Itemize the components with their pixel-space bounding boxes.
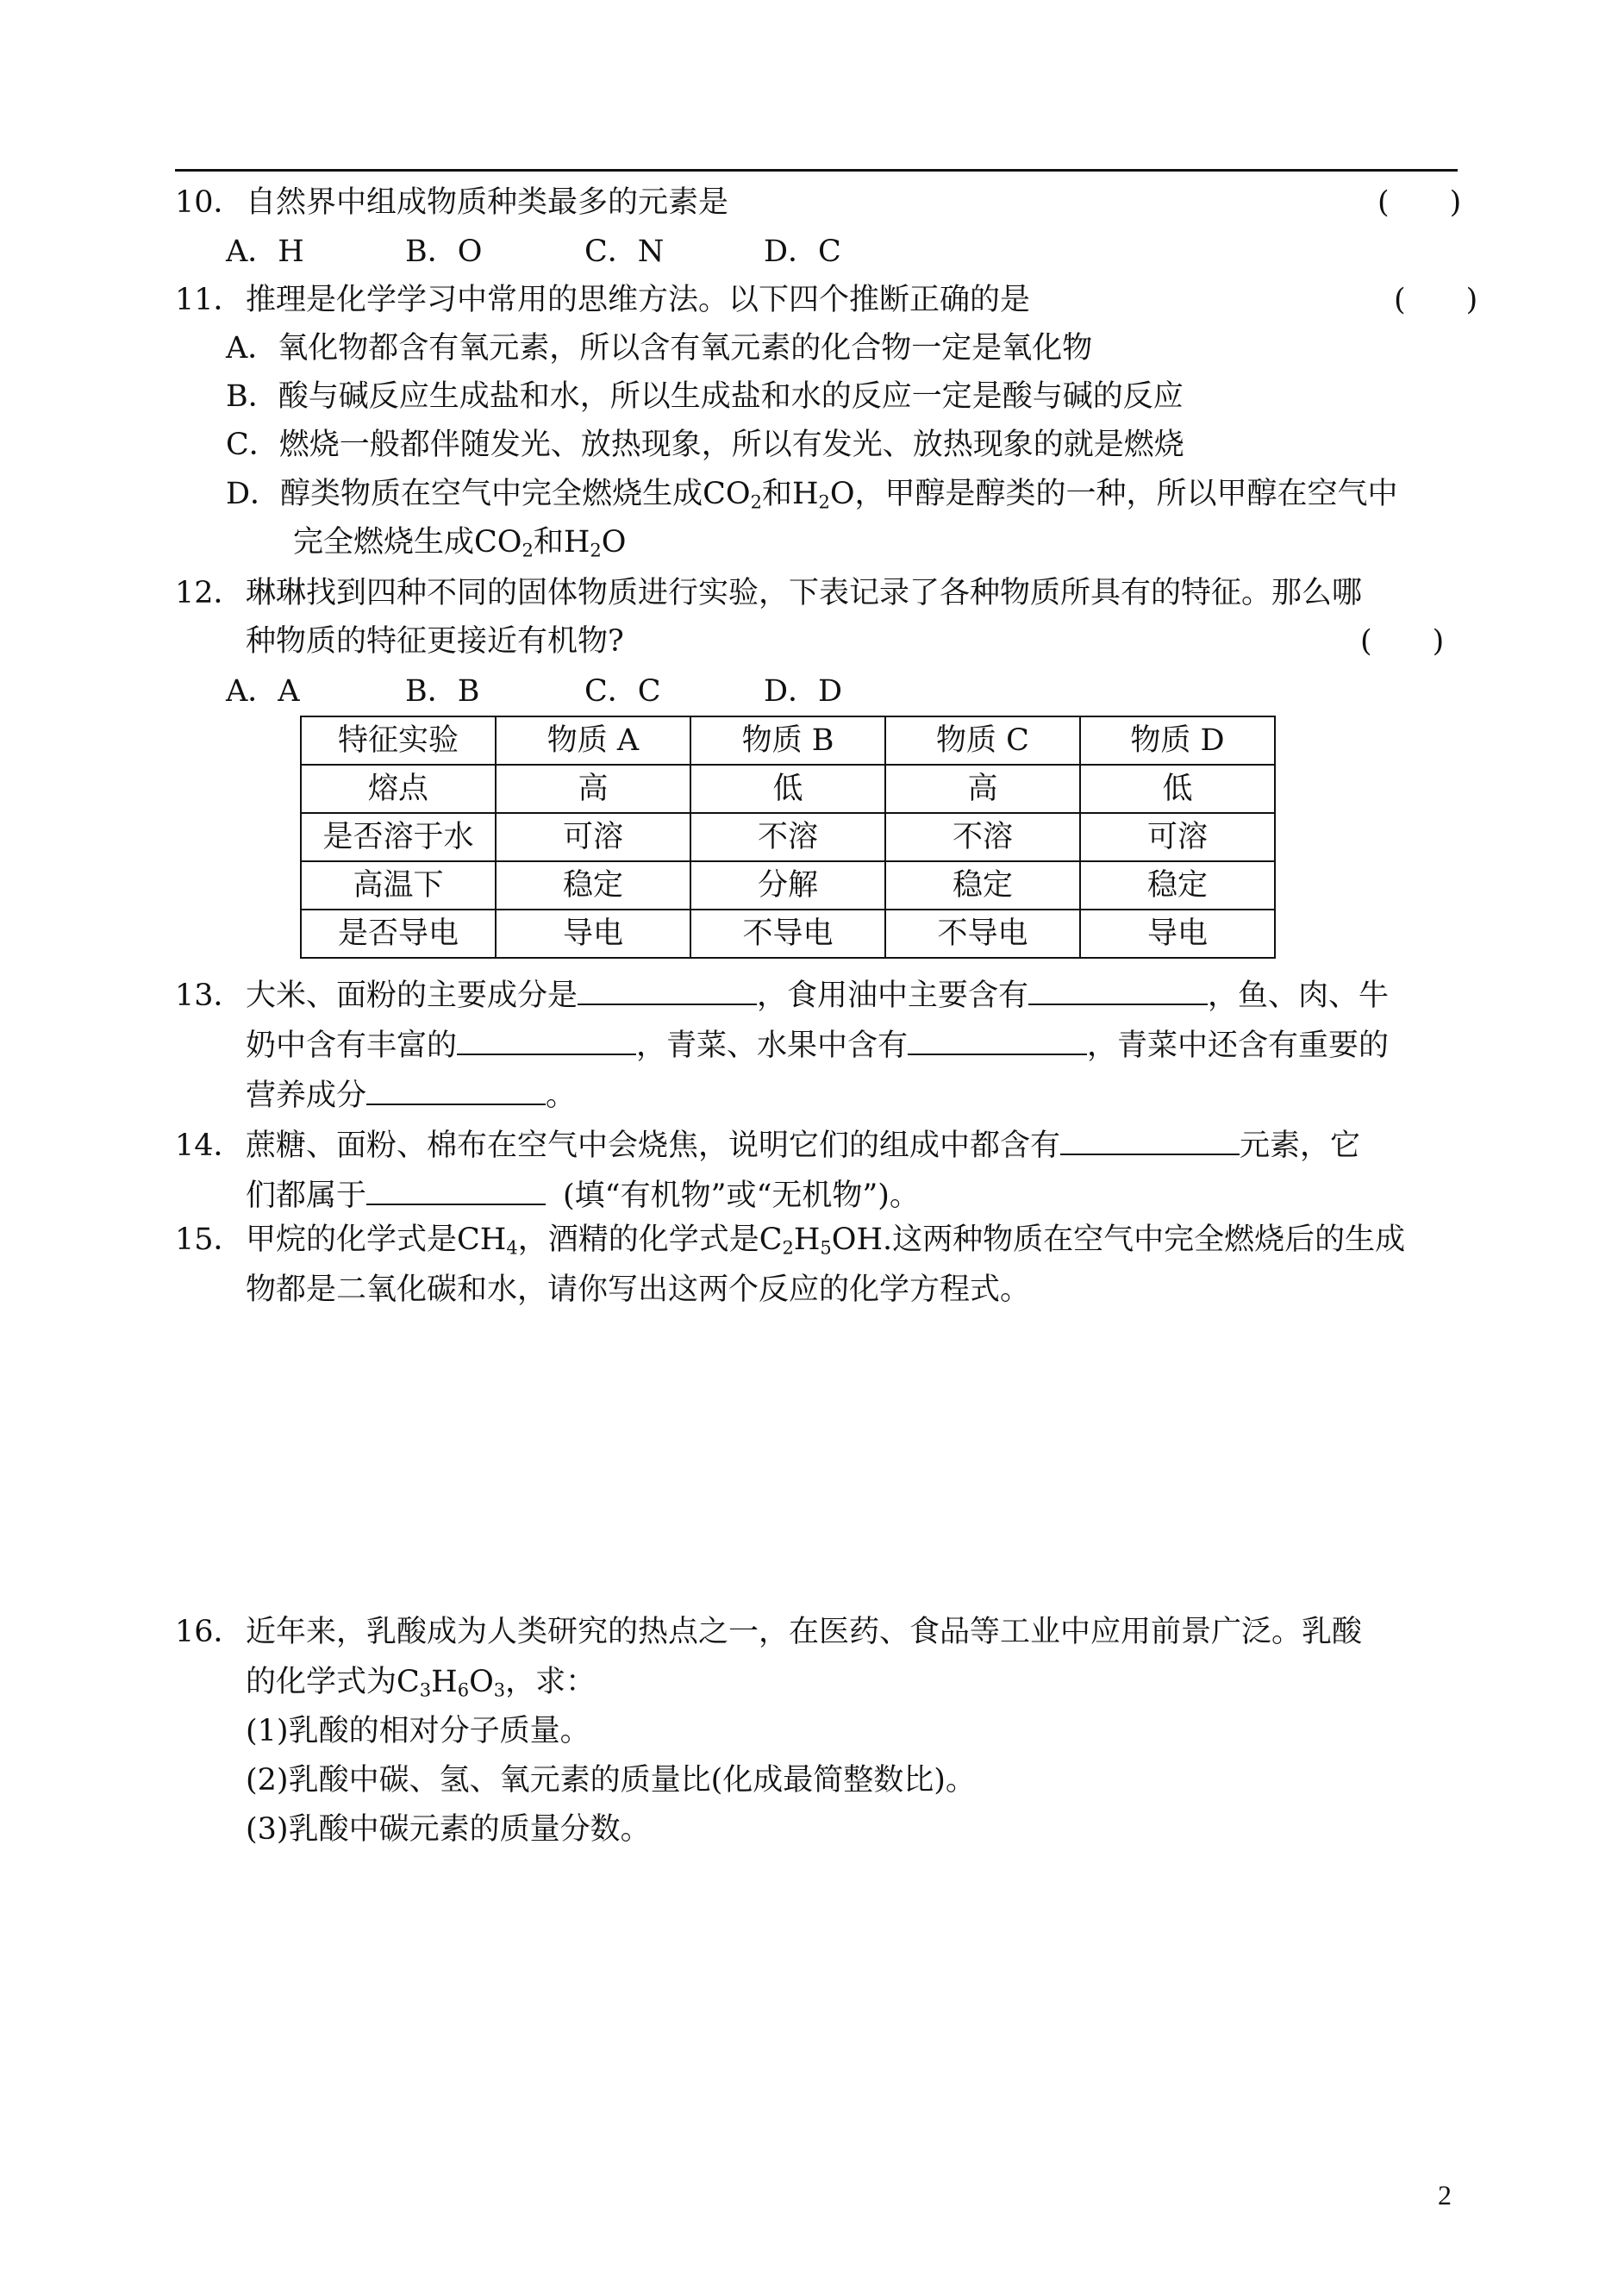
- q10-option-d: D．C: [764, 235, 841, 269]
- q11-option-d-text: 和: [533, 525, 564, 560]
- table-cell: 稳定: [496, 861, 690, 910]
- q11-option-d-text: D．醇类物质在空气中完全燃烧生成: [226, 477, 703, 511]
- table-cell: 高: [496, 765, 690, 813]
- q13-text: 奶中含有丰富的: [246, 1029, 458, 1063]
- q15-text: 甲烷的化学式是: [246, 1223, 458, 1257]
- q10-stem: [175, 184, 728, 222]
- q13-text: ，鱼、肉、牛: [1208, 979, 1390, 1013]
- formula-o: O: [469, 1665, 494, 1699]
- subscript: 6: [457, 1679, 470, 1701]
- q13-text: ，青菜中还含有重要的: [1087, 1029, 1390, 1063]
- answer-blank[interactable]: [1060, 1122, 1240, 1155]
- table-header-cell: 物质 C: [885, 716, 1080, 765]
- formula-h: H: [431, 1665, 458, 1699]
- q12-stem-line1: [175, 574, 1362, 612]
- q10-number: 10．: [175, 185, 244, 220]
- q14-number: 14．: [175, 1129, 244, 1163]
- q14-text: (填“有机物”或“无机物”)。: [563, 1179, 920, 1213]
- q12-option-c: C．C: [584, 674, 661, 709]
- table-cell: 导电: [496, 910, 690, 958]
- q14-text: 们都属于: [246, 1179, 367, 1213]
- q15-line1: [175, 1221, 1405, 1259]
- table-cell: 熔点: [301, 765, 496, 813]
- q12-option-b: B．B: [405, 674, 480, 709]
- q10-answer-paren: ( ): [1377, 185, 1462, 220]
- q14-line1: [175, 1122, 1360, 1165]
- table-row: [301, 910, 1275, 958]
- formula-c: C: [759, 1223, 783, 1257]
- formula-co: CO: [703, 477, 751, 511]
- answer-blank[interactable]: [366, 1173, 546, 1205]
- formula-h: H: [793, 1223, 821, 1257]
- table-row: [301, 765, 1275, 813]
- q16-part3: (3)乳酸中碳元素的质量分数。: [246, 1812, 651, 1847]
- q10-option-c: C．N: [584, 235, 665, 269]
- answer-blank[interactable]: [1028, 972, 1208, 1005]
- q12-options: [226, 672, 943, 710]
- q10-option-a: A．H: [226, 235, 304, 269]
- q13-line2: [246, 1022, 1389, 1065]
- q11-stem: [175, 281, 1030, 319]
- q11-option-d-text: 完全燃烧生成: [293, 525, 475, 560]
- q11-option-b: B．酸与碱反应生成盐和水，所以生成盐和水的反应一定是酸与碱的反应: [226, 379, 1184, 414]
- table-cell: 高温下: [301, 861, 496, 910]
- subscript: 4: [506, 1237, 518, 1259]
- q12-answer-paren: ( ): [1360, 624, 1445, 659]
- table-cell: 分解: [690, 861, 885, 910]
- q13-line1: [175, 972, 1389, 1015]
- q14-text: 蔗糖、面粉、棉布在空气中会烧焦，说明它们的组成中都含有: [246, 1129, 1061, 1163]
- table-cell: 是否溶于水: [301, 813, 496, 861]
- table-cell: 可溶: [496, 813, 690, 861]
- q12-stem-text: 琳琳找到四种不同的固体物质进行实验，下表记录了各种物质所具有的特征。那么哪: [246, 576, 1363, 610]
- q16-text: 的化学式为: [246, 1665, 397, 1699]
- subscript: 3: [419, 1679, 432, 1701]
- q13-text: 营养成分: [246, 1079, 367, 1113]
- q13-number: 13．: [175, 979, 244, 1013]
- table-header-row: [301, 716, 1275, 765]
- q11-option-d-line1: [226, 475, 1398, 513]
- table-row: [301, 861, 1275, 910]
- q14-text: 元素，它: [1240, 1129, 1361, 1163]
- table-cell: 高: [885, 765, 1080, 813]
- subscript: 5: [820, 1237, 832, 1259]
- table-cell: 不导电: [690, 910, 885, 958]
- table-cell: 不溶: [885, 813, 1080, 861]
- q16-line2: [246, 1663, 596, 1701]
- table-cell: 不导电: [885, 910, 1080, 958]
- table-cell: 不溶: [690, 813, 885, 861]
- q15-text: 这两种物质在空气中完全燃烧后的生成: [892, 1223, 1406, 1257]
- q11-option-d-text: 和: [761, 477, 792, 511]
- table-cell: 是否导电: [301, 910, 496, 958]
- subscript: 2: [522, 540, 534, 561]
- subscript: 2: [590, 540, 602, 561]
- q10-option-b: B．O: [405, 235, 483, 269]
- page-number: 2: [1438, 2179, 1452, 2211]
- q15-number: 15．: [175, 1223, 244, 1257]
- q11-answer-paren: ( ): [1394, 283, 1478, 317]
- subscript: 2: [750, 491, 762, 513]
- table-cell: 可溶: [1080, 813, 1275, 861]
- formula-co: CO: [474, 525, 522, 560]
- subscript: 2: [818, 491, 830, 513]
- table-header-cell: 特征实验: [301, 716, 496, 765]
- q11-number: 11．: [175, 283, 244, 317]
- q11-option-d-line2: [293, 523, 627, 561]
- q13-text: 大米、面粉的主要成分是: [246, 979, 578, 1013]
- formula-ch: CH: [457, 1223, 507, 1257]
- table-header-cell: 物质 A: [496, 716, 690, 765]
- q16-number: 16．: [175, 1615, 244, 1649]
- q15-text: ，酒精的化学式是: [517, 1223, 759, 1257]
- answer-blank[interactable]: [366, 1072, 546, 1105]
- table-header-cell: 物质 D: [1080, 716, 1275, 765]
- formula-h: H: [563, 525, 590, 560]
- q16-line1: [175, 1613, 1362, 1651]
- q14-line2: [246, 1173, 920, 1215]
- q11-stem-text: 推理是化学学习中常用的思维方法。以下四个推断正确的是: [246, 283, 1031, 317]
- formula-h: H: [791, 477, 819, 511]
- q16-part1: (1)乳酸的相对分子质量。: [246, 1714, 590, 1748]
- q13-text: ，青菜、水果中含有: [636, 1029, 909, 1063]
- q12-number: 12．: [175, 576, 244, 610]
- q12-stem-line2: 种物质的特征更接近有机物?: [246, 624, 624, 659]
- table-row: [301, 813, 1275, 861]
- q13-text: 。: [546, 1079, 577, 1113]
- q13-text: ，食用油中主要含有: [757, 979, 1029, 1013]
- header-rule: [175, 169, 1458, 172]
- q12-option-d: D．D: [764, 674, 843, 709]
- answer-blank[interactable]: [457, 1022, 636, 1055]
- table-cell: 稳定: [1080, 861, 1275, 910]
- q16-text: ，求：: [505, 1665, 597, 1699]
- answer-blank[interactable]: [578, 972, 757, 1005]
- formula-o: O: [601, 525, 627, 560]
- table-cell: 稳定: [885, 861, 1080, 910]
- q11-option-c: C．燃烧一般都伴随发光、放热现象，所以有发光、放热现象的就是燃烧: [226, 428, 1184, 462]
- table-cell: 导电: [1080, 910, 1275, 958]
- answer-blank[interactable]: [908, 1022, 1087, 1055]
- formula-c: C: [397, 1665, 420, 1699]
- table-header-cell: 物质 B: [690, 716, 885, 765]
- q11-option-d-text: O，甲醇是醇类的一种，所以甲醇在空气中: [829, 477, 1398, 511]
- q11-option-a: A．氧化物都含有氧元素，所以含有氧元素的化合物一定是氧化物: [226, 331, 1093, 366]
- q12-properties-table: [300, 716, 1276, 959]
- formula-oh: OH.: [831, 1223, 893, 1257]
- subscript: 3: [493, 1679, 506, 1701]
- q15-line2: 物都是二氧化碳和水，请你写出这两个反应的化学方程式。: [246, 1273, 1031, 1307]
- q10-stem-text: 自然界中组成物质种类最多的元素是: [246, 185, 729, 220]
- q12-option-a: A．A: [226, 674, 300, 709]
- q16-part2: (2)乳酸中碳、氢、氧元素的质量比(化成最简整数比)。: [246, 1763, 976, 1798]
- q13-line3: [246, 1072, 576, 1115]
- table-cell: 低: [690, 765, 885, 813]
- q16-text: 近年来，乳酸成为人类研究的热点之一，在医药、食品等工业中应用前景广泛。乳酸: [246, 1615, 1363, 1649]
- table-cell: 低: [1080, 765, 1275, 813]
- q10-options: [226, 233, 943, 271]
- subscript: 2: [782, 1237, 794, 1259]
